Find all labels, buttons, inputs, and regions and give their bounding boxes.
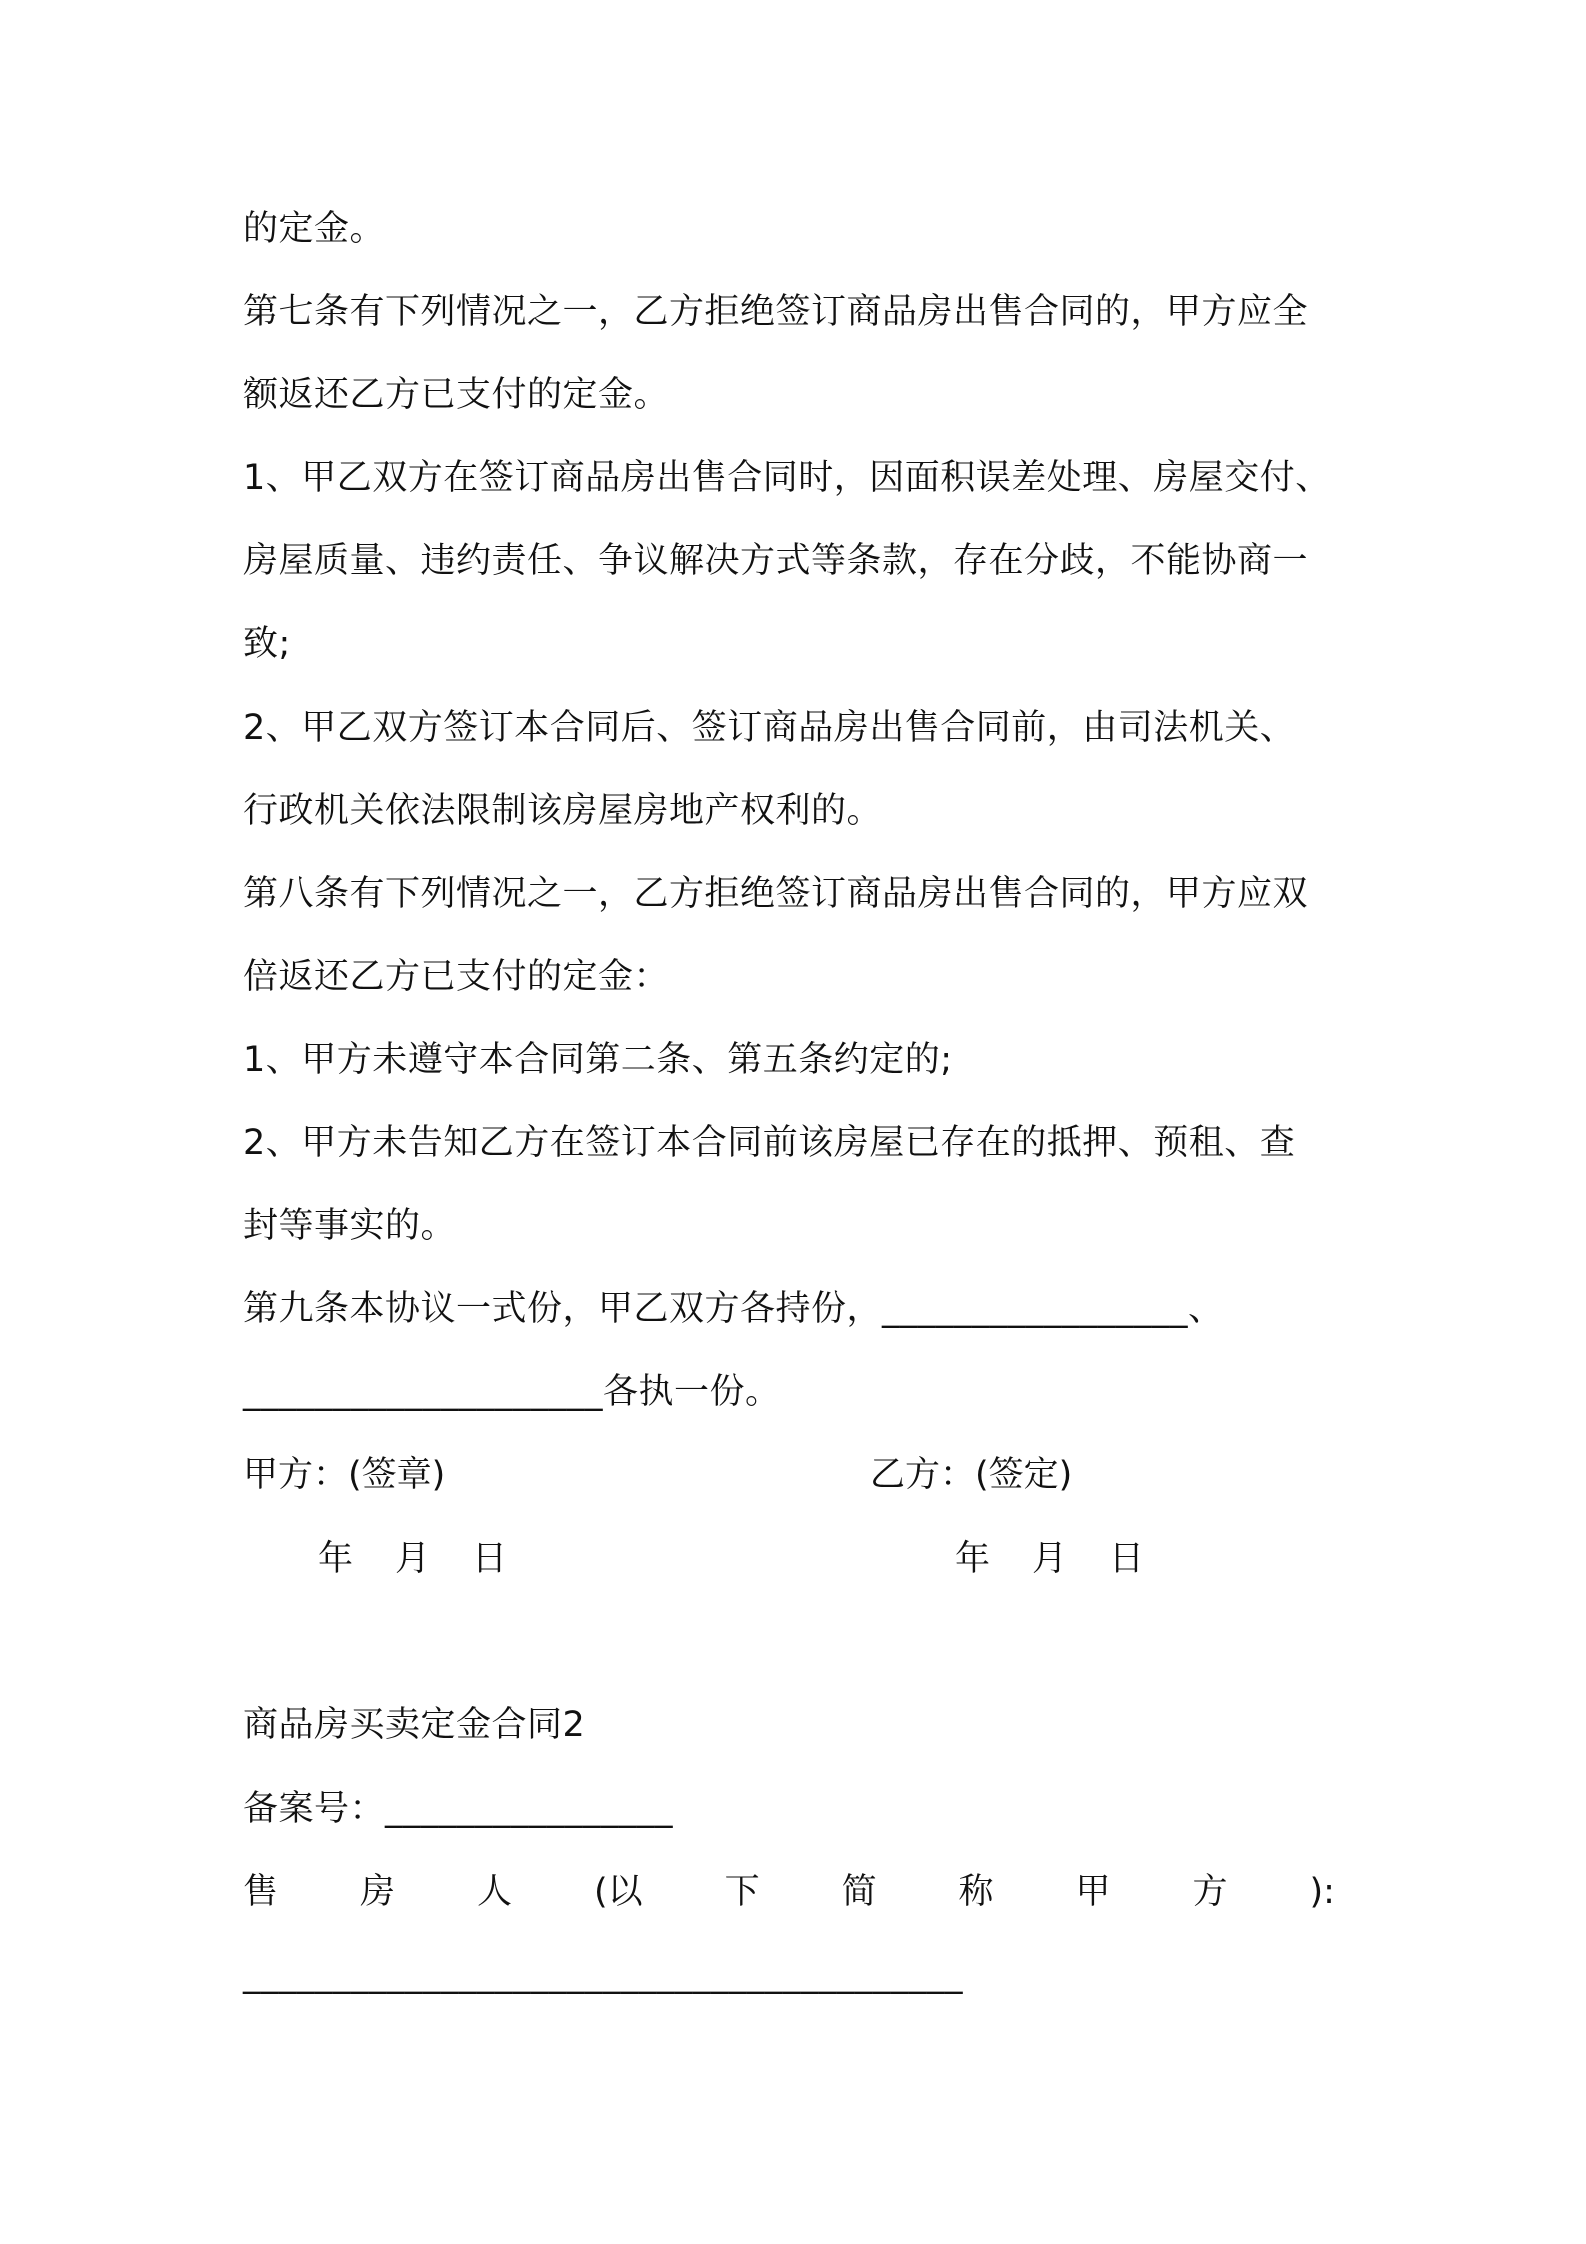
seller-label-char: (以 bbox=[593, 1872, 643, 1912]
seller-label-char: 房 bbox=[359, 1872, 395, 1912]
record-number-line: 备案号：________________ bbox=[243, 1789, 674, 1829]
date-year-label: 年 bbox=[318, 1539, 354, 1579]
party-a-signature-label: 甲方：(签章) bbox=[243, 1455, 446, 1495]
text-line: 第九条本协议一式份，甲乙双方各持份，_________________、 bbox=[243, 1289, 1224, 1329]
seller-label-char: 人 bbox=[476, 1872, 512, 1912]
date-day-label: 日 bbox=[1109, 1539, 1145, 1579]
text-line: 倍返还乙方已支付的定金： bbox=[243, 957, 670, 997]
date-year-label: 年 bbox=[955, 1539, 991, 1579]
text-line: 1、甲方未遵守本合同第二条、第五条约定的; bbox=[243, 1040, 953, 1080]
text-line: 致; bbox=[243, 624, 291, 664]
text-line: 2、甲乙双方签订本合同后、签订商品房出售合同前，由司法机关、 bbox=[243, 708, 1296, 748]
text-line: 第七条有下列情况之一，乙方拒绝签订商品房出售合同的，甲方应全 bbox=[243, 292, 1309, 332]
seller-label-char: 下 bbox=[724, 1872, 760, 1912]
seller-label-char: 售 bbox=[243, 1872, 279, 1912]
date-month-label: 月 bbox=[395, 1539, 431, 1579]
text-line: 行政机关依法限制该房屋房地产权利的。 bbox=[243, 791, 883, 831]
seller-label-row bbox=[243, 1870, 1335, 1914]
text-line: 额返还乙方已支付的定金。 bbox=[243, 375, 670, 415]
seller-label-char: 甲 bbox=[1075, 1872, 1111, 1912]
seller-label-char: 简 bbox=[841, 1872, 877, 1912]
seller-label-char: 方 bbox=[1192, 1872, 1228, 1912]
party-b-date bbox=[955, 1537, 1144, 1581]
seller-label-char: 称 bbox=[958, 1872, 994, 1912]
text-line: 封等事实的。 bbox=[243, 1206, 457, 1246]
text-line: 房屋质量、违约责任、争议解决方式等条款，存在分歧，不能协商一 bbox=[243, 541, 1309, 581]
text-line: 2、甲方未告知乙方在签订本合同前该房屋已存在的抵押、预租、查 bbox=[243, 1123, 1296, 1163]
date-month-label: 月 bbox=[1032, 1539, 1068, 1579]
date-day-label: 日 bbox=[472, 1539, 508, 1579]
seller-label-char: ): bbox=[1309, 1872, 1335, 1912]
party-b-signature-label: 乙方：(签定) bbox=[870, 1455, 1073, 1495]
text-line: 的定金。 bbox=[243, 209, 386, 249]
seller-blank-line: ________________________________________ bbox=[243, 1955, 963, 1995]
text-line: 1、甲乙双方在签订商品房出售合同时，因面积误差处理、房屋交付、 bbox=[243, 458, 1331, 498]
text-line: ____________________各执一份。 bbox=[243, 1372, 781, 1412]
section-title: 商品房买卖定金合同2 bbox=[243, 1705, 586, 1745]
text-line: 第八条有下列情况之一，乙方拒绝签订商品房出售合同的，甲方应双 bbox=[243, 874, 1309, 914]
party-a-date bbox=[318, 1537, 507, 1581]
